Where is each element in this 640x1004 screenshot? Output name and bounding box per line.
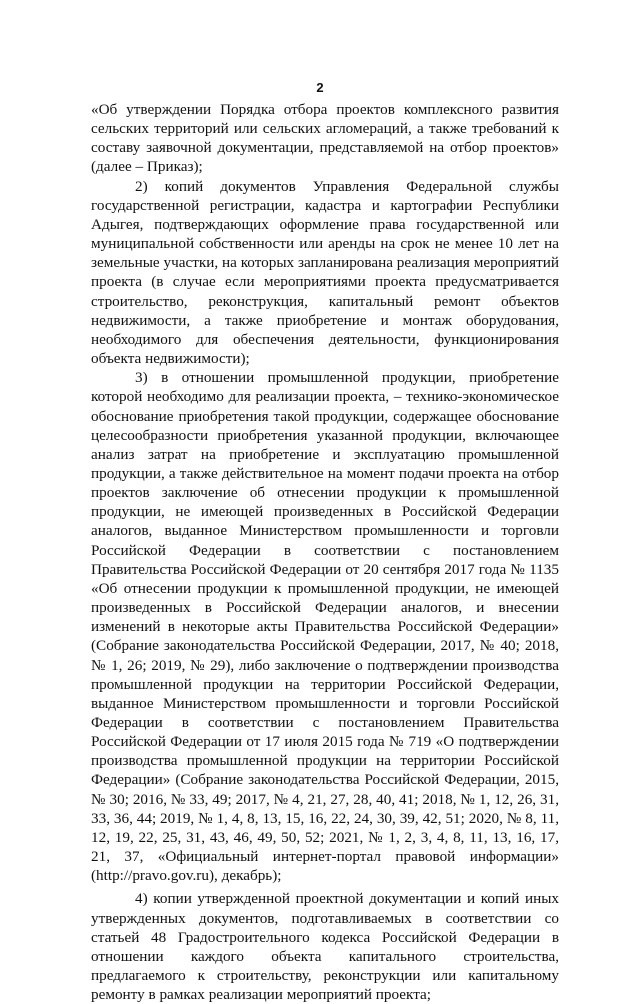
paragraph-item-2: 2) копий документов Управления Федеральной службы государственной регистрации, кадастра и картографии Республики Адыгея, подтверждающих оформление права государственной или муниципальной собственности или аренды на срок не менее 10 лет на земельные участки, на которых запланирована реализация мероприятий проекта (в случае если мероприятиями проекта предусматривается строительство, реконструкция, капитальный ремонт объектов недвижимости, а также приобретение и монтаж оборудования, необходимого для обеспечения деятельности, функционирования объекта недвижимости); [91,177,559,368]
paragraph-continuation: «Об утверждении Порядка отбора проектов комплексного развития сельских территорий или сельских агломераций, а также требований к составу заявочной документации, представляемой на отбор проектов» (далее – Приказ); [91,101,559,176]
page-number: 2 [316,80,324,95]
paragraph-item-3: 3) в отношении промышленной продукции, приобретение которой необходимо для реализации проекта, – технико-экономическое обоснование приобретения такой продукции, содержащее обоснование целесообразности приобретения указанной продукции, включающее анализ затрат на приобретение и эксплуатацию промышленной продукции, а также действительное на момент подачи проекта на отбор проектов заключение об отнесении продукции к промышленной продукции, не имеющей произведенных в Российской Федерации аналогов, выданное Министерством промышленности и торговли Российской Федерации в соответствии с постановлением Правительства Российской Федерации от 20 сентября 2017 года № 1135 «Об отнесении продукции к промышленной продукции, не имеющей произведенных в Российской Федерации аналогов, и внесении изменений в некоторые акты Правительства Российской Федерации» (Собрание законодательства Российской Федерации, 2017, № 40; 2018, № 1, 26; 2019, № 29), либо заключение о подтверждении производства промышленной продукции на территории Российской Федерации, выданное Министерством промышленности и торговли Российской Федерации в соответствии с постановлением Правительства Российской Федерации от 17 июля 2015 года № 719 «О подтверждении производства промышленной продукции на территории Российской Федерации» (Собрание законодательства Российской Федерации, 2015, № 30; 2016, № 33, 49; 2017, № 4, 21, 27, 28, 40, 41; 2018, № 1, 12, 26, 31, 33, 36, 44; 2019, № 1, 4, 8, 13, 15, 16, 22, 24, 30, 39, 42, 51; 2020, № 8, 11, 12, 19, 22, 25, 31, 43, 46, 49, 50, 52; 2021, № 1, 2, 3, 4, 8, 11, 13, 16, 17, 21, 37, «Официальный интернет-портал правовой информации» (http://pravo.gov.ru), декабрь); [91,369,559,885]
document-body [91,100,559,1004]
paragraph-item-4: 4) копии утвержденной проектной документации и копий иных утвержденных документов, подготавливаемых в соответствии со статьей 48 Градостроительного кодекса Российской Федерации в отношении каждого объекта капитального строительства, предлагаемого к строительству, реконструкции или капитальному ремонту в рамках реализации мероприятий проекта; [91,890,559,1004]
